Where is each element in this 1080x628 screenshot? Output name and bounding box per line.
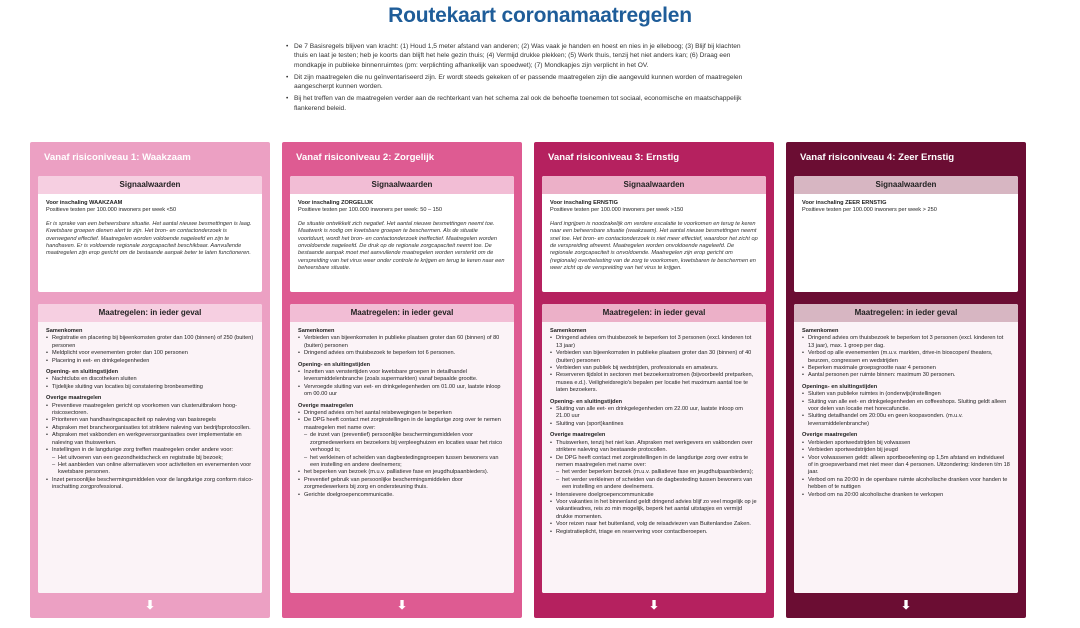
measure-list (802, 391, 1010, 428)
maatregelen-body (38, 322, 262, 593)
measure-section-title: Opening- en sluitingstijden (550, 398, 623, 405)
measure-item: • Sluiting detailhandel om 20:00u en geen koopavonden. (m.u.v. levensmiddelenbranche) (802, 413, 1010, 428)
measure-item: • Verbieden sportwedstrijden bij volwassen (802, 440, 1010, 447)
measure-item: – de inzet van (preventief) persoonlijke beschermingsmiddelen voor zorgmedewerkers en bezoekers bij verpleeghuizen en locaties waar het risico verhoogd is; (298, 432, 506, 454)
measure-list (298, 369, 506, 399)
maatregelen-body (290, 322, 514, 593)
measure-item: • Preventief gebruik van persoonlijke beschermingsmiddelen door zorgmedewerkers bij zorg en ondersteuning thuis. (298, 477, 506, 492)
risk-level-column (534, 142, 774, 618)
measure-section-title: Opening- en sluitingstijden (46, 369, 119, 376)
measure-list (550, 440, 758, 536)
measure-item: • Sluiting van alle eet- en drinkgelegenheden om 22.00 uur, laatste inloop om 21.00 uur (550, 406, 758, 421)
intro-list (286, 42, 746, 116)
signaalwaarden-title: Signaalwaarden (38, 176, 262, 194)
measure-item: • Instellingen in de langdurige zorg treffen maatregelen onder andere voor: (46, 447, 254, 454)
measure-section-title: Overige maatregelen (802, 432, 858, 439)
measure-item: • Voor volwassenen geldt: alleen sportbeoefening op 1,5m afstand en individueel of in groepsverband met niet meer dan 4 personen. Uitzondering: kinderen t/m 18 jaar. (802, 455, 1010, 477)
signaalwaarden-card (794, 176, 1018, 292)
measure-item: • Verbod om na 20:00 alcoholische dranken te verkopen (802, 492, 1010, 499)
measure-list (550, 335, 758, 394)
measure-item: • Vervroegde sluiting van eet- en drinkgelegenheden om 01.00 uur, laatste inloop om 00.00 uur (298, 384, 506, 399)
threshold-text: Positieve testen per 100.000 inwoners per week > 250 (802, 207, 937, 214)
measure-item: • Verbieden van publiek bij wedstrijden, professionals en amateurs. (550, 365, 758, 372)
measure-item: • Registratie en placering bij bijeenkomsten groter dan 100 (binnen) of 250 (buiten) personen (46, 335, 254, 350)
measure-item: • Voor reizen naar het buitenland, volg de reisadviezen van Buitenlandse Zaken. (550, 521, 758, 528)
measure-list (46, 335, 254, 365)
inschaling-label: Voor inschaling ZORGELIJK (298, 200, 374, 206)
maatregelen-title: Maatregelen: in ieder geval (542, 304, 766, 322)
measure-item: – het verkleinen of scheiden van dagbestedingsgroepen tussen bewoners van een instelling en andere deelnemers; (298, 455, 506, 470)
maatregelen-title: Maatregelen: in ieder geval (290, 304, 514, 322)
signaalwaarden-card (290, 176, 514, 292)
situation-description: Hard ingrijpen is noodzakelijk om verdere escalatie te voorkomen en terug te keren naar een beheersbare situatie (waakzaam). Het aantal nieuwe besmettingen neemt snel toe. Het bron- en contactonderzoek is niet meer effectief, waardoor het zicht op de verspreiding afneemt. Maatregelen worden onvoldoende nageleefd. De regionale zorgcapaciteit is onvoldoende. Maatregelen zijn erop gericht om (regionale) overbelasting van de zorg te voorkomen, kwetsbaren te beschermen en weer zicht op de verspreiding van het virus te krijgen. (550, 220, 758, 272)
measure-item: • Afspraken met vakbonden en werkgeversorganisaties over implementatie en naleving van thuiswerken. (46, 432, 254, 447)
measure-item: • Verbieden van bijeenkomsten in publieke plaatsen groter dan 30 (binnen) of 40 (buiten) personen (550, 350, 758, 365)
down-arrow-icon: ⬇ (144, 598, 156, 612)
page-title: Routekaart coronamaatregelen (388, 4, 692, 27)
situation-description: De situatie ontwikkelt zich negatief. Het aantal nieuwe besmettingen neemt toe. Maatwerk is nodig om kwetsbare groepen te beschermen. Als de situatie voortduurt, wordt het bron- en contactonderzoek ineffectief. Maatregelen worden onvoldoende nageleefd. De druk op de regionale zorgcapaciteit neemt toe. De bestaande aanpak moet met aanvullende maatregelen worden versterkt om de verspreiding van het virus weer onder controle te krijgen en terug te keren naar een beheersbare situatie. (298, 220, 505, 272)
intro-item: • Bij het treffen van de maatregelen verder aan de rechterkant van het schema zal ook de behoefte toenemen tot sociaal, economische en maatschappelijk flankerend beleid. (286, 94, 746, 113)
signaalwaarden-card (38, 176, 262, 292)
measure-item: – het verder verkleinen of scheiden van de dagbesteding tussen bewoners van een instelling en andere deelnemers. (550, 477, 758, 492)
risk-level-column (282, 142, 522, 618)
measure-section-title: Overige maatregelen (46, 395, 102, 402)
measure-list (46, 403, 254, 492)
signaalwaarden-body (38, 194, 262, 264)
measure-item: • Verbieden van bijeenkomsten in publieke plaatsen groter dan 60 (binnen) of 80 (buiten) personen (298, 335, 506, 350)
measure-item: • Nachtclubs en discotheken sluiten (46, 376, 254, 383)
signaalwaarden-card (542, 176, 766, 292)
signaalwaarden-title: Signaalwaarden (290, 176, 514, 194)
measure-item: • Dringend advies om het aantal reisbewegingen te beperken (298, 410, 506, 417)
maatregelen-card (542, 304, 766, 593)
inschaling-label: Voor inschaling WAAKZAAM (46, 200, 123, 206)
measure-section-title: Overige maatregelen (298, 402, 354, 409)
signaalwaarden-body (542, 194, 766, 279)
measure-item: • Afspraken met brancheorganisaties tot striktere naleving van bedrijfsprotocollen. (46, 425, 254, 432)
measure-item: • Dringend advies om thuisbezoek te beperken tot 6 personen. (298, 350, 506, 357)
measure-section-title: Opening- en sluitingstijden (298, 361, 371, 368)
signaalwaarden-title: Signaalwaarden (794, 176, 1018, 194)
measure-section-title: Samenkomen (46, 328, 83, 334)
measure-item: • Sluiten van publieke ruimtes in (onderwijs)instellingen (802, 391, 1010, 398)
maatregelen-title: Maatregelen: in ieder geval (38, 304, 262, 322)
measure-list (298, 410, 506, 499)
measure-section-title: Samenkomen (802, 328, 839, 334)
threshold-text: Positieve testen per 100.000 inwoners per week >150 (550, 207, 684, 214)
measure-item: • Meldplicht voor evenementen groter dan 100 personen (46, 350, 254, 357)
down-arrow-icon: ⬇ (396, 598, 408, 612)
intro-item: • De 7 Basisregels blijven van kracht: (1) Houd 1,5 meter afstand van anderen; (2) Was vaak je handen en hoest en nies in je elleboog; (3) Blijf bij klachten thuis en laat je testen; heb je koorts dan blijft het hele gezin thuis; (4) Vermijd drukke plekken; (5) Werk thuis, tenzij het niet anders kan; (6) Draag een mondkapje in publieke binnenruimtes (pm: verplichting afhankelijk van spoedwet); (7) Mondkapjes zijn verplicht in het OV. (286, 42, 746, 70)
inschaling-label: Voor inschaling ERNSTIG (550, 200, 618, 206)
inschaling-label: Voor inschaling ZEER ERNSTIG (802, 200, 887, 206)
measure-list (298, 335, 506, 357)
measure-item: • De DPG heeft contact met zorginstellingen in de langdurige zorg over extra te nemen maatregelen met name over: (550, 455, 758, 470)
measure-item: • Gerichte doelgroepencommunicatie. (298, 492, 506, 499)
measure-item: • het beperken van bezoek (m.u.v. palliatieve fase en jeugdhulpaanbieders). (298, 469, 506, 476)
measure-item: • Prioriteren van handhavingscapaciteit op naleving van basisregels (46, 417, 254, 424)
maatregelen-card (290, 304, 514, 593)
intro-item: • Dit zijn maatregelen die nu geïnventariseerd zijn. Er wordt steeds gekeken of er passende maatregelen zijn die aangevuld kunnen worden of maatregelen aangescherpt kunnen worden. (286, 73, 746, 92)
risk-levels (30, 142, 1056, 618)
measure-item: • Tijdelijke sluiting van locaties bij constatering bronbesmetting (46, 384, 254, 391)
maatregelen-card (794, 304, 1018, 593)
measure-item: • Dringend advies om thuisbezoek te beperken tot 3 personen (excl. kinderen tot 13 jaar) (550, 335, 758, 350)
measure-item: • Aantal personen per ruimte binnen: maximum 30 personen. (802, 372, 1010, 379)
measure-list (550, 406, 758, 428)
threshold-text: Positieve testen per 100.000 inwoners per week <50 (46, 207, 177, 214)
risk-level-column (786, 142, 1026, 618)
measure-item: • Inzetten van venstertijden voor kwetsbare groepen in detailhandel levensmiddelenbranche (zoals supermarkten) vanaf bepaalde grootte. (298, 369, 506, 384)
maatregelen-body (794, 322, 1018, 593)
maatregelen-title: Maatregelen: in ieder geval (794, 304, 1018, 322)
down-arrow-icon: ⬇ (900, 598, 912, 612)
signaalwaarden-body (290, 194, 514, 279)
measure-item: • Reserveren tijdslot in sectoren met bezoekersstromen (bijvoorbeeld pretparken, musea e.d.). Veiligheidsregio's bepalen per locatie het maximum aantal toe te laten bezoekers. (550, 372, 758, 394)
measure-item: • Sluiting van (sport)kantines (550, 421, 758, 428)
measure-list (802, 440, 1010, 499)
measure-section-title: Overige maatregelen (550, 432, 606, 439)
measure-item: • Beperken maximale groepsgrootte naar 4 personen (802, 365, 1010, 372)
measure-list (802, 335, 1010, 379)
measure-item: • Intensievere doelgroepencommunicatie (550, 492, 758, 499)
risk-level-heading: Vanaf risiconiveau 3: Ernstig (548, 152, 680, 163)
measure-item: • De DPG heeft contact met zorginstellingen in de langdurige zorg over te nemen maatregelen met name over: (298, 417, 506, 432)
threshold-text: Positieve testen per 100.000 inwoners per week: 50 – 150 (298, 207, 442, 214)
measure-item: • Verbod op alle evenementen (m.u.v. markten, drive-in bioscopen/ theaters, beurzen, congressen en wedstrijden (802, 350, 1010, 365)
measure-item: • Placering in eet- en drinkgelegenheden (46, 358, 254, 365)
signaalwaarden-title: Signaalwaarden (542, 176, 766, 194)
risk-level-column (30, 142, 270, 618)
measure-item: • Preventieve maatregelen gericht op voorkomen van clusteruitbraken hoog-risicosectoren. (46, 403, 254, 418)
measure-section-title: Samenkomen (550, 328, 587, 334)
maatregelen-card (38, 304, 262, 593)
measure-section-title: Openings- en sluitingstijden (802, 383, 878, 390)
measure-item: • Verbieden sportwedstrijden bij jeugd (802, 447, 1010, 454)
measure-section-title: Samenkomen (298, 328, 335, 334)
measure-item: • Sluiting van alle eet- en drinkgelegenheden en coffeeshops. Sluiting geldt alleen voor delen van locatie met horecafunctie. (802, 399, 1010, 414)
down-arrow-icon: ⬇ (648, 598, 660, 612)
measure-item: • Voor vakanties in het binnenland geldt dringend advies blijf zo veel mogelijk op je vakantieadres, reis zo min mogelijk, beperk het aantal uitstapjes en vermijd drukke momenten. (550, 499, 758, 521)
measure-item: – het verder beperken bezoek (m.u.v. palliatieve fase en jeugdhulpaanbieders); (550, 469, 758, 476)
measure-item: • Verbod om na 20:00 in de openbare ruimte alcoholische dranken voor handen te hebben of te nuttigen (802, 477, 1010, 492)
measure-item: • Dringend advies om thuisbezoek te beperken tot 3 personen (excl. kinderen tot 13 jaar), max. 1 groep per dag. (802, 335, 1010, 350)
risk-level-heading: Vanaf risiconiveau 2: Zorgelijk (296, 152, 435, 163)
measure-list (46, 376, 254, 391)
measure-item: – Het uitvoeren van een gezondheidscheck en registratie bij bezoek; (46, 455, 254, 462)
situation-description: Er is sprake van een beheersbare situatie. Het aantal nieuwe besmettingen is laag. Kwetsbare groepen dienen alert te zijn. Het bron- en contactonderzoek is overwegend effectief. Maatregelen worden voldoende nageleefd en zijn te handhaven. Er is voldoende regionale zorgcapaciteit beschikbaar. Aanvullende maatregelen zijn erop gericht om de bestaande aanpak beter te laten functioneren. (46, 220, 252, 257)
signaalwaarden-body (794, 194, 1018, 221)
measure-item: • Registratieplicht, triage en reservering voor contactberoepen. (550, 529, 758, 536)
measure-item: – Het aanbieden van online alternatieven voor activiteiten en evenementen voor kwetsbare personen. (46, 462, 254, 477)
risk-level-heading: Vanaf risiconiveau 1: Waakzaam (44, 152, 191, 163)
maatregelen-body (542, 322, 766, 593)
risk-level-heading: Vanaf risiconiveau 4: Zeer Ernstig (800, 152, 955, 163)
measure-item: • Inzet persoonlijke beschermingsmiddelen voor de langdurige zorg conform risico-inschatting zorgprofessional. (46, 477, 254, 492)
measure-item: • Thuiswerken, tenzij het niet kan. Afspraken met werkgevers en vakbonden over striktere naleving van bestaande protocollen. (550, 440, 758, 455)
